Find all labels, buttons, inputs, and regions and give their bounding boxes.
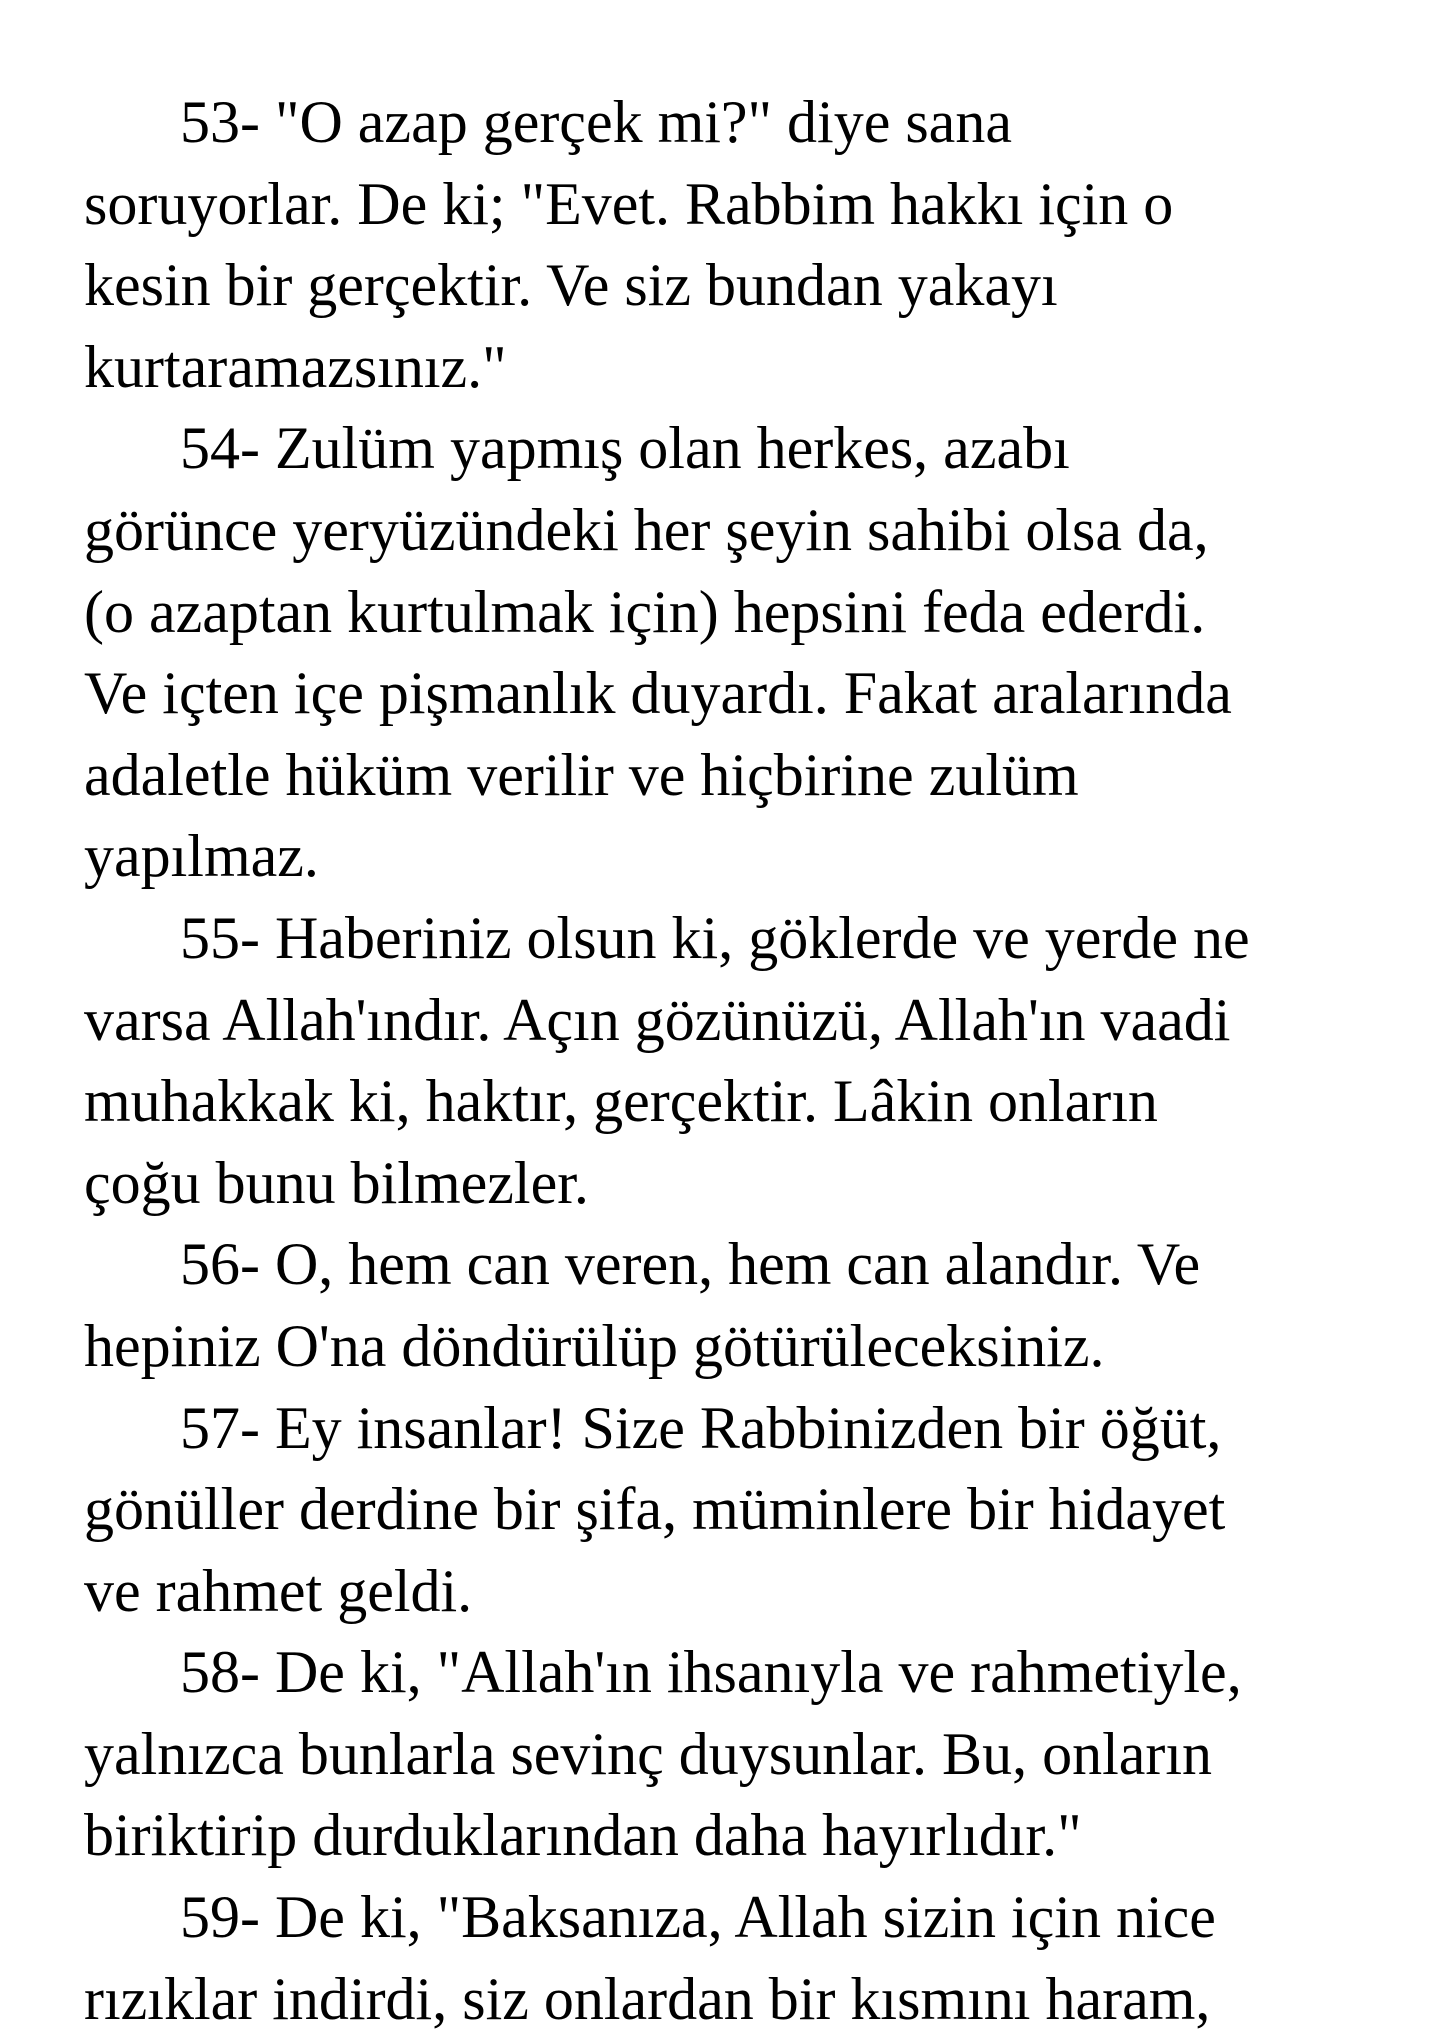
verse-59-line-2: rızıklar indirdi, siz onlardan bir kısmını haram,	[84, 1965, 1211, 2032]
verse-57-line-3: ve rahmet geldi.	[84, 1557, 473, 1624]
verse-58-line-1: 58- De ki, "Allah'ın ihsanıyla ve rahmetiyle,	[180, 1639, 1242, 1706]
verse-53-line-3: kesin bir gerçektir. Ve siz bundan yakayı	[84, 252, 1058, 319]
verse-54-line-1: 54- Zulüm yapmış olan herkes, azabı	[180, 415, 1070, 482]
verse-53-line-4: kurtaramazsınız."	[84, 333, 507, 400]
verse-54-line-4: Ve içten içe pişmanlık duyardı. Fakat aralarında	[84, 660, 1232, 727]
verse-57-line-1: 57- Ey insanlar! Size Rabbinizden bir öğüt,	[180, 1394, 1222, 1461]
verse-59-line-1: 59- De ki, "Baksanıza, Allah sizin için nice	[180, 1884, 1216, 1951]
verse-56-line-2: hepiniz O'na döndürülüp götürüleceksiniz.	[84, 1312, 1105, 1379]
verse-54-line-3: (o azaptan kurtulmak için) hepsini feda ederdi.	[84, 578, 1206, 645]
verse-54-line-6: yapılmaz.	[84, 823, 319, 890]
verse-55-line-4: çoğu bunu bilmezler.	[84, 1149, 589, 1216]
verse-55-line-1: 55- Haberiniz olsun ki, göklerde ve yerde ne	[180, 904, 1250, 971]
verse-54-line-2: görünce yeryüzündeki her şeyin sahibi olsa da,	[84, 496, 1209, 563]
document-page	[84, 82, 1384, 2040]
verse-56-line-1: 56- O, hem can veren, hem can alandır. Ve	[180, 1231, 1201, 1298]
verse-53-line-1: 53- "O azap gerçek mi?" diye sana	[180, 89, 1012, 155]
verse-58-line-3: biriktirip durduklarından daha hayırlıdır."	[84, 1802, 1082, 1869]
verse-55-line-2: varsa Allah'ındır. Açın gözünüzü, Allah'ın vaadi	[84, 986, 1231, 1053]
verse-58-line-2: yalnızca bunlarla sevinç duysunlar. Bu, onların	[84, 1720, 1213, 1787]
verse-57-line-2: gönüller derdine bir şifa, müminlere bir hidayet	[84, 1476, 1226, 1543]
verse-55-line-3: muhakkak ki, haktır, gerçektir. Lâkin onların	[84, 1068, 1158, 1135]
verse-54-line-5: adaletle hüküm verilir ve hiçbirine zulüm	[84, 741, 1079, 808]
verse-53-line-2: soruyorlar. De ki; "Evet. Rabbim hakkı için o	[84, 170, 1174, 237]
